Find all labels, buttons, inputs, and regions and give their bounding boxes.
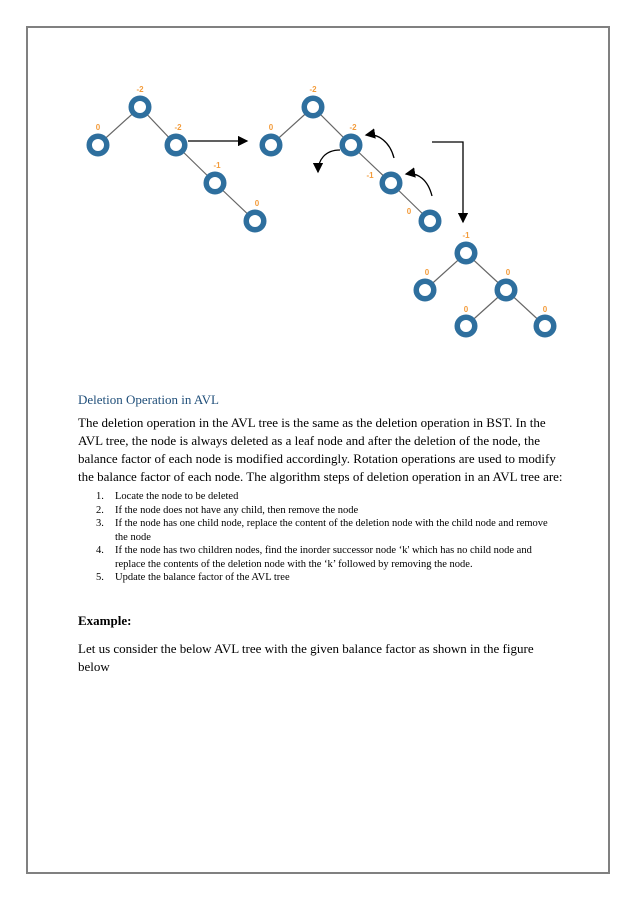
balance-factor: -1	[462, 231, 470, 240]
transition-arrow	[432, 142, 463, 222]
balance-factor: -1	[366, 171, 374, 180]
tree1-node	[88, 123, 108, 155]
intro-paragraph: The deletion operation in the AVL tree is the same as the deletion operation in BST. In the AVL tree, the node is always deleted as a leaf node and after the deletion of the node, the balance factor of each node is modified accordingly. Rotation operations are used to modify the balance factor of each node. The algorithm steps of deletion operation in an AVL tree are:	[78, 415, 563, 484]
tree2-node	[366, 171, 401, 193]
example-paragraph: Let us consider the below AVL tree with the given balance factor as shown in the figure below	[78, 641, 534, 674]
deletion-steps-list	[78, 490, 548, 585]
tree2-node	[303, 85, 323, 117]
list-item	[78, 571, 548, 585]
balance-factor: -2	[309, 85, 317, 94]
list-number: 4.	[96, 545, 104, 556]
svg-text:9: 9	[251, 214, 259, 228]
svg-text:9: 9	[426, 214, 434, 228]
list-number: 1.	[96, 491, 104, 502]
list-item-text: Locate the node to be deleted	[115, 491, 239, 502]
svg-text:1: 1	[421, 283, 429, 297]
svg-text:1: 1	[94, 138, 102, 152]
list-item-text: If the node has one child node, replace the content of the deletion node with the child node and remove the node	[115, 518, 548, 543]
tree3-node	[535, 305, 555, 336]
svg-text:9: 9	[541, 319, 549, 333]
balance-factor: 0	[463, 305, 469, 314]
avl-rotation-diagram	[0, 0, 638, 380]
balance-factor: 0	[95, 123, 101, 132]
balance-factor: 0	[505, 268, 511, 277]
tree3-node	[496, 268, 516, 300]
list-item	[78, 504, 548, 518]
list-item	[78, 517, 548, 544]
balance-factor: 0	[254, 199, 260, 208]
list-item	[78, 544, 548, 571]
tree3-node	[415, 268, 435, 300]
list-item-text: If the node has two children nodes, find the inorder successor node ‘k' which has no child node and replace the contents of the deletion node with the ‘k’ followed by removing the node.	[115, 545, 532, 570]
svg-text:7: 7	[502, 283, 510, 297]
tree1-node	[245, 199, 265, 231]
list-item-text: If the node does not have any child, then remove the node	[115, 504, 359, 516]
tree3-nodes	[415, 231, 555, 336]
svg-text:5: 5	[172, 138, 180, 152]
balance-factor: -1	[213, 161, 221, 170]
balance-factor: -2	[174, 123, 182, 132]
balance-factor: 0	[268, 123, 274, 132]
balance-factor: 0	[424, 268, 430, 277]
svg-text:5: 5	[462, 319, 470, 333]
tree1-node	[166, 123, 186, 155]
svg-text:3: 3	[309, 100, 317, 114]
svg-text:7: 7	[387, 176, 395, 190]
tree1-nodes	[88, 85, 265, 231]
svg-text:7: 7	[211, 176, 219, 190]
list-item	[78, 490, 548, 504]
tree1-node	[205, 161, 225, 193]
svg-text:3: 3	[136, 100, 144, 114]
example-heading: Example:	[78, 613, 132, 628]
tree1-node	[130, 85, 150, 117]
tree2-node	[261, 123, 281, 155]
tree2-node	[407, 207, 440, 231]
balance-factor: -2	[349, 123, 357, 132]
balance-factor: 0	[406, 207, 412, 216]
list-number: 5.	[96, 572, 104, 583]
section-heading: Deletion Operation in AVL	[78, 392, 219, 407]
balance-factor: -2	[136, 85, 144, 94]
tree3-edges	[425, 253, 545, 326]
svg-text:5: 5	[347, 138, 355, 152]
list-number: 3.	[96, 518, 104, 529]
rotation-arrow-icon	[318, 150, 340, 172]
svg-text:1: 1	[267, 138, 275, 152]
tree2-node	[341, 123, 361, 155]
balance-factor: 0	[542, 305, 548, 314]
tree2-nodes	[261, 85, 440, 231]
tree3-node	[456, 305, 476, 336]
rotation-arrow-icon	[406, 174, 432, 196]
tree3-node	[456, 231, 476, 263]
rotation-arrow-icon	[366, 135, 394, 158]
list-number: 2.	[96, 504, 104, 516]
svg-text:3: 3	[462, 246, 470, 260]
list-item-text: Update the balance factor of the AVL tree	[115, 572, 290, 583]
